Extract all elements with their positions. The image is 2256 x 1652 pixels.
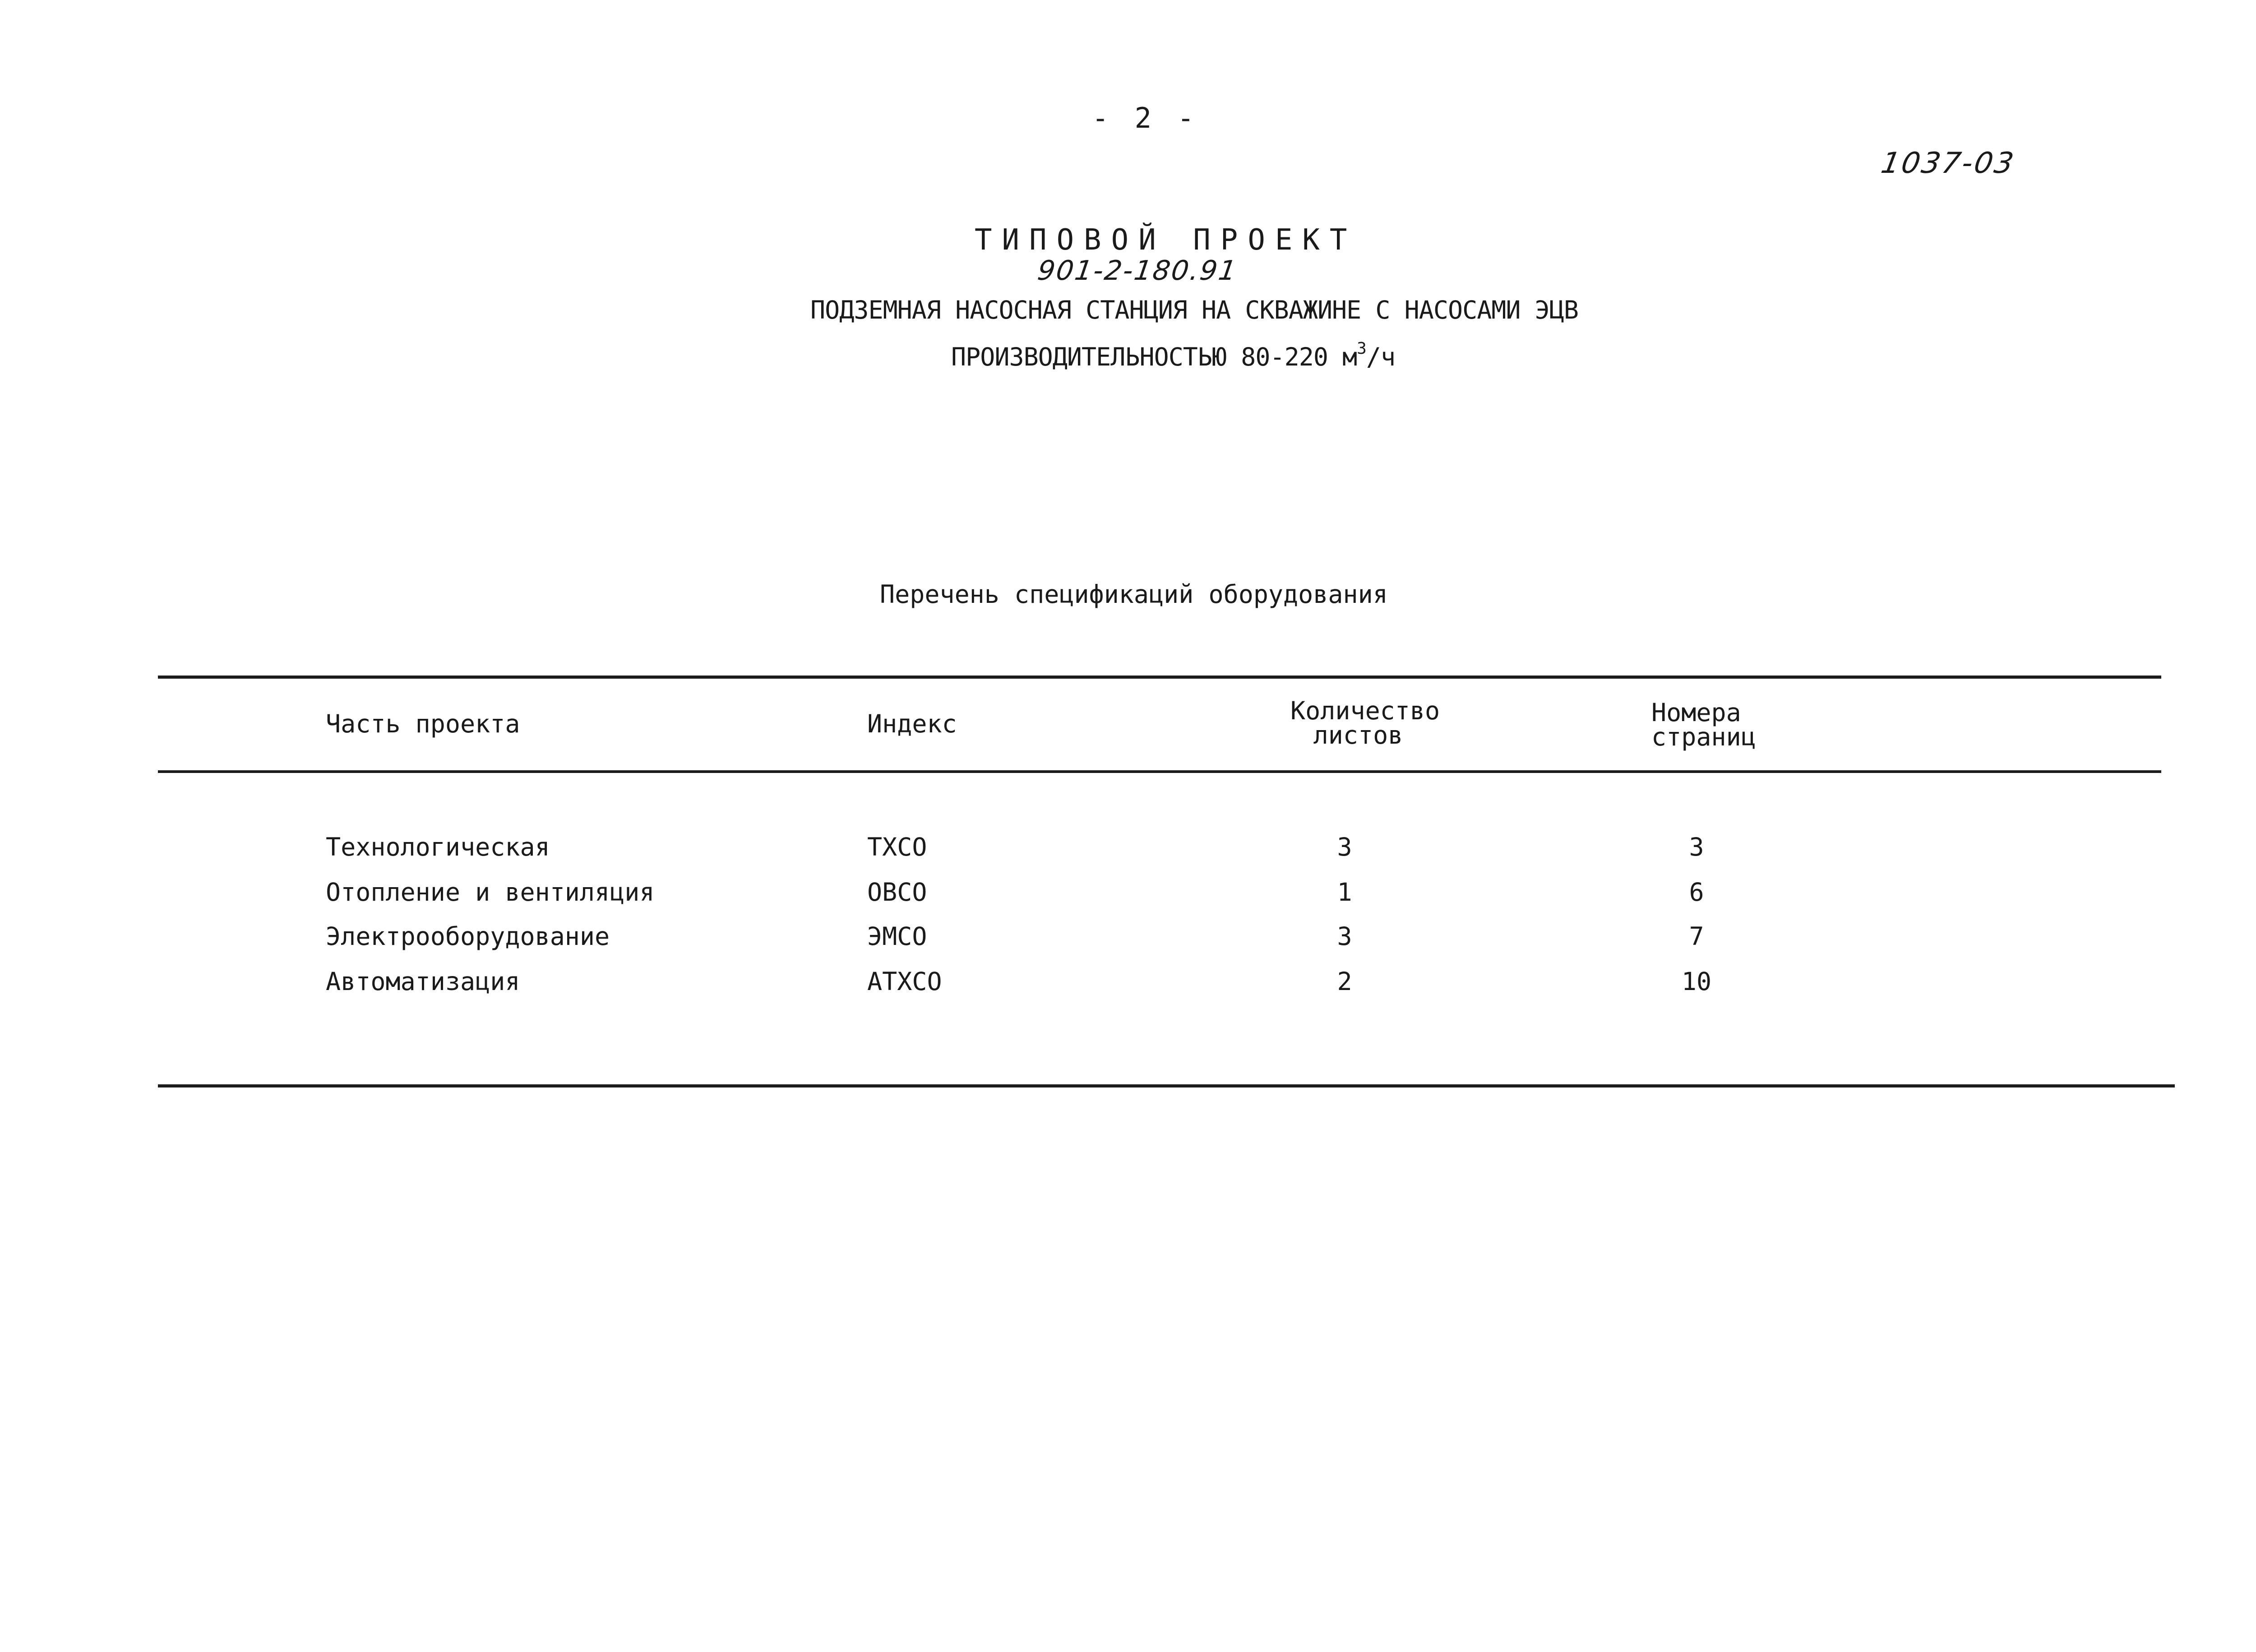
capacity-unit: /ч — [1366, 342, 1396, 371]
list-title: Перечень спецификаций оборудования — [880, 580, 1388, 609]
row-pages: 3 — [1689, 833, 1704, 861]
row-index: ОВСО — [867, 878, 927, 907]
row-index: ТХСО — [867, 833, 927, 861]
header-pages-line1: Номера — [1651, 698, 1741, 727]
table-header-rule — [158, 770, 2161, 773]
row-sheets: 2 — [1337, 967, 1352, 996]
header-sheets — [1290, 696, 1440, 750]
row-sheets: 3 — [1337, 922, 1352, 951]
project-title: ПОДЗЕМНАЯ НАСОСНАЯ СТАНЦИЯ НА СКВАЖИНЕ С НАСОСАМИ ЭЦВ — [810, 296, 1578, 324]
row-part: Отопление и вентиляция — [326, 878, 655, 907]
row-sheets: 1 — [1337, 878, 1352, 907]
row-index: ЭМСО — [867, 922, 927, 951]
row-index: АТХСО — [867, 967, 942, 996]
row-pages: 7 — [1689, 922, 1704, 951]
row-pages: 10 — [1681, 967, 1712, 996]
row-part: Электрооборудование — [326, 922, 610, 951]
table-bottom-rule — [158, 1084, 2175, 1087]
document-code: 1037-03 — [1878, 147, 2018, 180]
header-sheets-line2: листов — [1313, 721, 1403, 750]
capacity-text: ПРОИЗВОДИТЕЛЬНОСТЬЮ 80-220 м — [951, 342, 1357, 371]
header-part: Часть проекта — [326, 709, 520, 738]
header-index: Индекс — [867, 709, 957, 738]
project-heading: ТИПОВОЙ ПРОЕКТ — [975, 223, 1357, 257]
header-pages-line2: страниц — [1651, 722, 1756, 751]
header-pages — [1651, 700, 1756, 749]
row-part: Автоматизация — [326, 967, 520, 996]
page-number: - 2 - — [1092, 102, 1199, 134]
capacity-exponent: 3 — [1357, 339, 1366, 358]
table-top-rule — [158, 676, 2161, 679]
project-capacity — [951, 339, 1395, 371]
row-pages: 6 — [1689, 878, 1704, 907]
row-sheets: 3 — [1337, 833, 1352, 861]
header-sheets-line1: Количество — [1290, 696, 1440, 725]
row-part: Технологическая — [326, 833, 550, 861]
project-number: 901-2-180.91 — [1036, 255, 1239, 287]
